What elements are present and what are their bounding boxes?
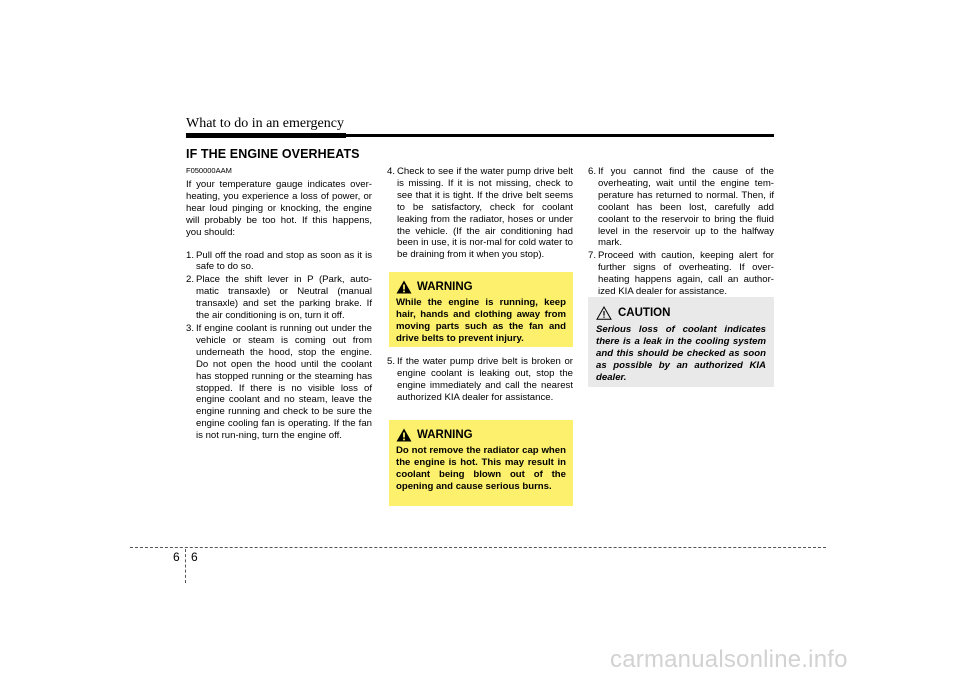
caution-text: Serious loss of coolant indicates there is a leak in the cooling system and this should be checked as soon as possible by an authorized KIA dealer. (596, 324, 766, 383)
column-2 (387, 166, 573, 261)
step-6 (588, 166, 774, 249)
footer-vertical-divider (185, 549, 186, 583)
step-number: 2. (186, 274, 195, 286)
warning-title-text: WARNING (417, 429, 473, 441)
step-text: Check to see if the water pump drive belt is missing. If it is not missing, check to see that it is tight. If the drive belt seems to be satisfactory, check for coolant leaking from the radiator, hoses or under the vehicle. (If the air conditioning had been in use, it is nor-mal for cold water to be draining from it when you stop). (397, 166, 573, 261)
section-heading: IF THE ENGINE OVERHEATS (186, 147, 360, 161)
step-number: 1. (186, 249, 195, 261)
step-number: 4. (387, 166, 396, 177)
caution-title-text: CAUTION (618, 307, 671, 319)
section-code: F050000AAM (186, 166, 232, 175)
step-text: Proceed with caution, keeping alert for further signs of overheating. If over-heating happens again, call an author-ized KIA dealer for assistance. (598, 250, 774, 298)
warning-text: While the engine is running, keep hair, hands and clothing away from moving parts such as the fan and drive belts to prevent injury. (396, 297, 566, 344)
step-text: If the water pump drive belt is broken or engine coolant is leaking out, stop the engine immediately and call the nearest authorized KIA dealer for assistance. (397, 356, 573, 403)
caution-title (596, 306, 766, 320)
step-2 (186, 274, 372, 322)
step-number: 6. (588, 166, 597, 177)
step-3 (186, 323, 372, 442)
step-4 (387, 166, 573, 261)
warning-box-moving-parts (389, 272, 573, 347)
step-number: 5. (387, 356, 396, 367)
column-3 (588, 166, 774, 298)
header-rule-accent (186, 133, 346, 138)
step-number: 7. (588, 250, 597, 262)
step-text: Pull off the road and stop as soon as it is safe to do so. (196, 249, 372, 273)
caution-triangle-icon (596, 306, 612, 320)
warning-text: Do not remove the radiator cap when the engine is hot. This may result in coolant being blown out of the opening and cause serious burns. (396, 445, 566, 492)
caution-box (588, 297, 774, 387)
step-number: 3. (186, 322, 195, 334)
header-title: What to do in an emergency (186, 116, 344, 131)
intro-paragraph: If your temperature gauge indicates over-heating, you experience a loss of power, or hear loud pinging or knocking, the engine will probably be too hot. If this happens, you should: (186, 179, 372, 238)
step-5 (387, 356, 573, 404)
warning-title-text: WARNING (417, 281, 473, 293)
warning-box-radiator-cap (389, 420, 573, 506)
warning-triangle-icon (396, 428, 412, 442)
step-text: If engine coolant is running out under the vehicle or steam is coming out from underneath the hood, stop the engine. Do not open the hood until the coolant has stopped running or the steaming has stopped. If there is no visible loss of engine coolant and no steam, leave the engine running and check to be sure the engine cooling fan is operating. If the fan is not run-ning, turn the engine off. (196, 322, 372, 442)
column-1 (186, 166, 372, 442)
column-2-lower (387, 356, 573, 404)
step-7 (588, 250, 774, 298)
step-text: If you cannot find the cause of the overheating, wait until the engine tem-perature has returned to normal. Then, if coolant has been lost, carefully add coolant to the reservoir to bring the fluid level in the reservoir up to the halfway mark. (598, 166, 774, 249)
warning-title (396, 280, 566, 294)
page-number: 6 (191, 550, 198, 564)
warning-title (396, 428, 566, 442)
section-number: 6 (173, 550, 180, 564)
step-1 (186, 250, 372, 274)
step-text: Place the shift lever in P (Park, auto-matic transaxle) or Neutral (manual transaxle) and set the parking brake. If the air conditioning is on, turn it off. (196, 274, 372, 322)
warning-triangle-icon (396, 280, 412, 294)
footer-divider (130, 547, 826, 548)
watermark: carmanualsonline.info (610, 646, 848, 673)
